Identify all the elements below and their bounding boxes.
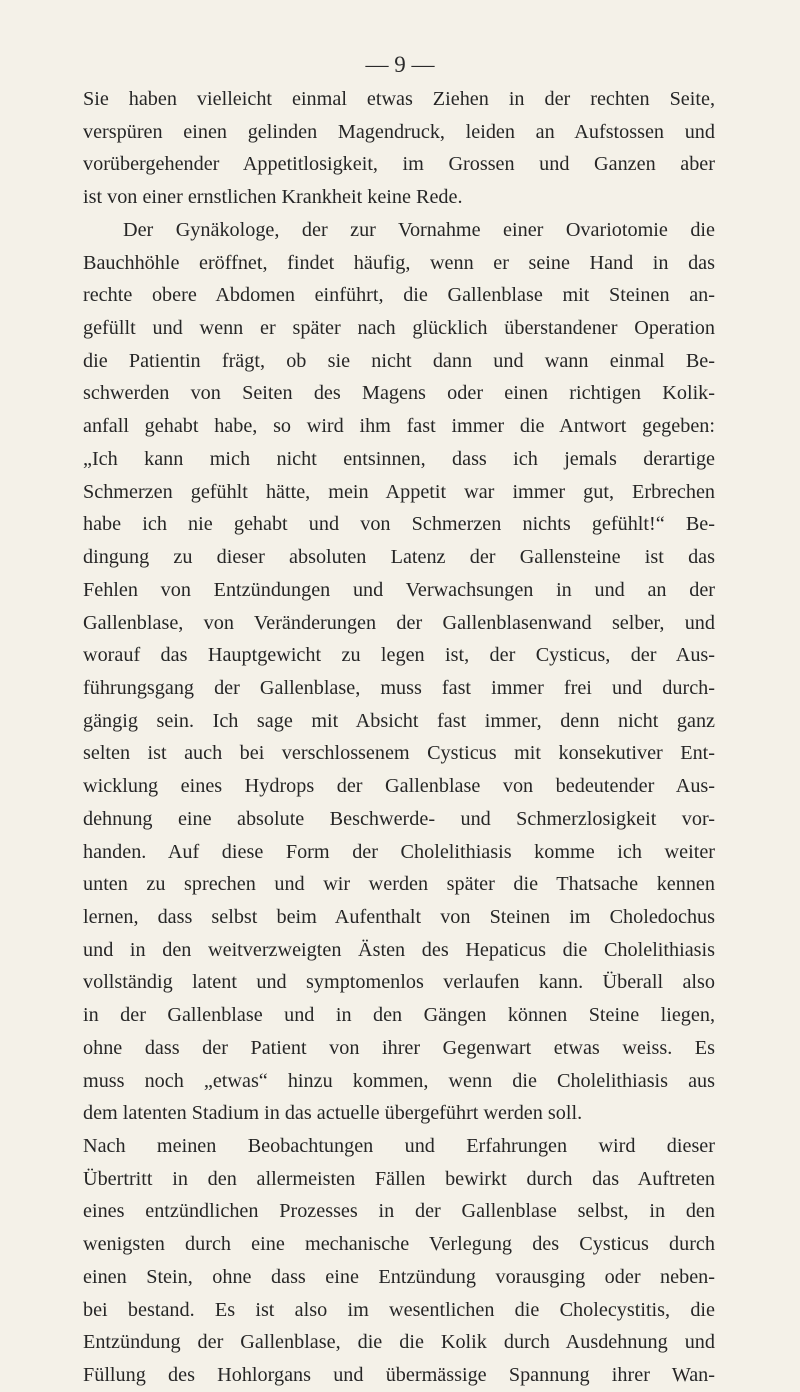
text-line: bei bestand. Es ist also im wesentlichen die Cholecystitis, die	[83, 1298, 715, 1321]
text-line: vorübergehender Appetitlosigkeit, im Grossen und Ganzen aber	[83, 153, 715, 176]
text-line: Sie haben vielleicht einmal etwas Ziehen in der rechten Seite,	[83, 88, 715, 110]
text-line: Nach meinen Beobachtungen und Erfahrungen wird dieser	[83, 1135, 715, 1157]
text-line: „Ich kann mich nicht entsinnen, dass ich jemals derartige	[83, 447, 715, 470]
text-line: die Patientin frägt, ob sie nicht dann und wann einmal Be-	[83, 349, 715, 372]
text-line: einen Stein, ohne dass eine Entzündung vorausging oder neben-	[83, 1265, 715, 1288]
text-line: dem latenten Stadium in das actuelle übergeführt werden soll.	[83, 1102, 583, 1125]
text-line: Entzündung der Gallenblase, die die Kolik durch Ausdehnung und	[83, 1331, 715, 1354]
text-line: habe ich nie gehabt und von Schmerzen nichts gefühlt!“ Be-	[83, 513, 715, 536]
text-line: führungsgang der Gallenblase, muss fast immer frei und durch-	[83, 676, 715, 699]
text-line: ist von einer ernstlichen Krankheit keine Rede.	[83, 186, 463, 209]
text-line: Gallenblase, von Veränderungen der Gallenblasenwand selber, und	[83, 611, 715, 634]
text-line: wenigsten durch eine mechanische Verlegung des Cysticus durch	[83, 1233, 715, 1256]
text-line: Bauchhöhle eröffnet, findet häufig, wenn er seine Hand in das	[83, 251, 715, 274]
text-line: Übertritt in den allermeisten Fällen bewirkt durch das Auftreten	[83, 1167, 715, 1190]
text-line: lernen, dass selbst beim Aufenthalt von Steinen im Choledochus	[83, 905, 715, 928]
text-line: schwerden von Seiten des Magens oder einen richtigen Kolik-	[83, 382, 715, 405]
text-line: wicklung eines Hydrops der Gallenblase von bedeutender Aus-	[83, 775, 715, 798]
text-line: vollständig latent und symptomenlos verlaufen kann. Überall also	[83, 971, 715, 994]
text-line: gefüllt und wenn er später nach glücklich überstandener Operation	[83, 317, 715, 340]
text-line: handen. Auf diese Form der Cholelithiasis komme ich weiter	[83, 840, 715, 863]
text-line: Schmerzen gefühlt hätte, mein Appetit war immer gut, Erbrechen	[83, 480, 715, 503]
text-line: Der Gynäkologe, der zur Vornahme einer Ovariotomie die	[123, 218, 715, 241]
text-line: rechte obere Abdomen einführt, die Gallenblase mit Steinen an-	[83, 284, 715, 307]
text-line: Füllung des Hohlorgans und übermässige Spannung ihrer Wan-	[83, 1364, 715, 1387]
text-line: ohne dass der Patient von ihrer Gegenwart etwas weiss. Es	[83, 1036, 715, 1059]
text-line: eines entzündlichen Prozesses in der Gallenblase selbst, in den	[83, 1200, 715, 1223]
text-line: worauf das Hauptgewicht zu legen ist, der Cysticus, der Aus-	[83, 644, 715, 667]
body-text	[83, 83, 715, 1392]
text-line: Fehlen von Entzündungen und Verwachsungen in und an der	[83, 578, 715, 601]
text-line: unten zu sprechen und wir werden später die Thatsache kennen	[83, 873, 715, 896]
text-line: gängig sein. Ich sage mit Absicht fast immer, denn nicht ganz	[83, 709, 715, 732]
page-number: — 9 —	[365, 52, 435, 77]
text-line: selten ist auch bei verschlossenem Cysticus mit konsekutiver Ent-	[83, 742, 715, 765]
text-line: in der Gallenblase und in den Gängen können Steine liegen,	[83, 1004, 715, 1027]
text-line: dehnung eine absolute Beschwerde- und Schmerzlosigkeit vor-	[83, 807, 715, 830]
text-line: und in den weitverzweigten Ästen des Hepaticus die Cholelithiasis	[83, 938, 715, 961]
text-line: muss noch „etwas“ hinzu kommen, wenn die Cholelithiasis aus	[83, 1069, 715, 1092]
text-line: dingung zu dieser absoluten Latenz der Gallensteine ist das	[83, 546, 715, 569]
text-line: anfall gehabt habe, so wird ihm fast immer die Antwort gegeben:	[83, 415, 715, 438]
text-line: verspüren einen gelinden Magendruck, leiden an Aufstossen und	[83, 120, 715, 143]
